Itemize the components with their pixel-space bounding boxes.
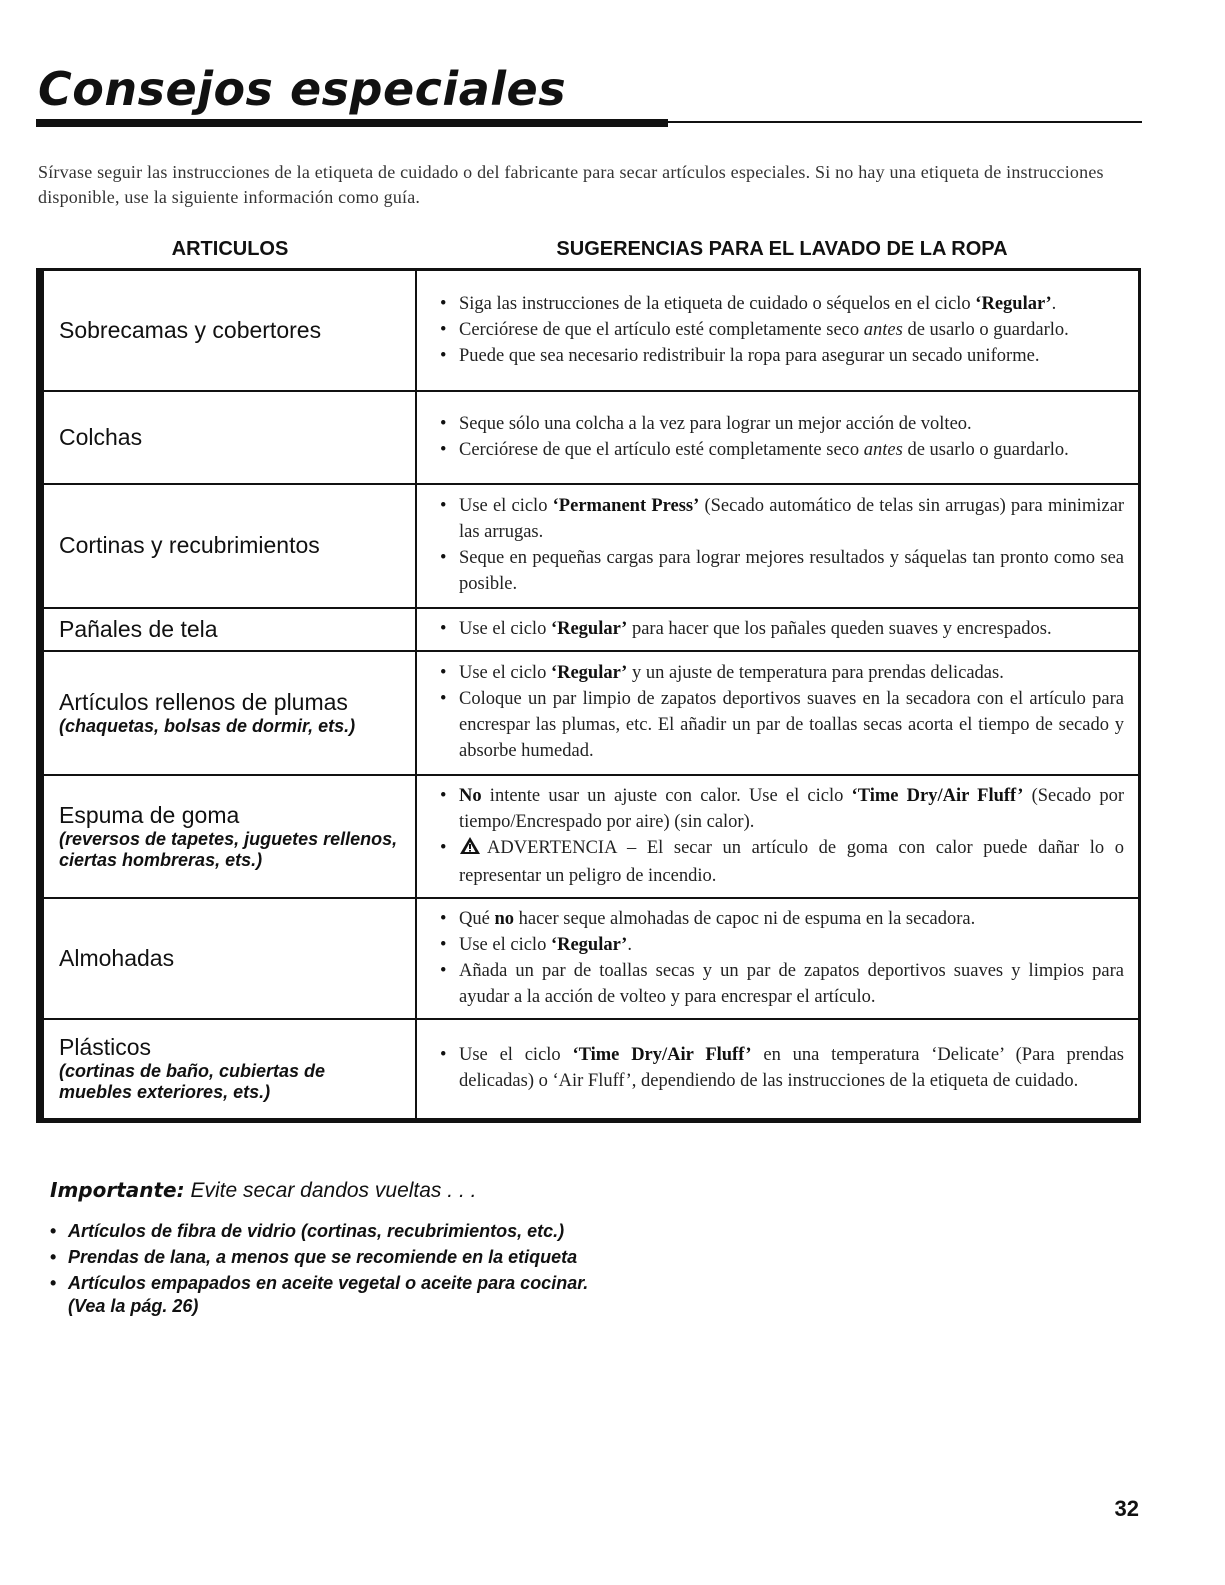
tip-text: . [627,934,632,955]
item-name: Cortinas y recubrimientos [59,532,320,558]
tip-text: Qué [459,908,495,929]
tip-text: de usarlo o guardarlo. [902,439,1069,460]
item-cell [40,651,416,775]
tip-text: en una temperatura ‘Delicate’ (Para prendas delicadas) o ‘Air Fluff’, dependiendo de las instrucciones de la etiqueta de cuidado. [459,1045,1124,1092]
tip-item [439,686,1124,764]
tip-emphasis: ‘Time Dry/Air Fluff’ [572,1045,752,1066]
tip-text: intente usar un ajuste con calor. Use el ciclo [481,785,852,806]
page-reference-note: (Vea la pág. 26) [68,1296,199,1316]
tip-text: Use el ciclo [459,618,551,639]
item-cell [40,270,416,391]
tip-text: Use el ciclo [459,1045,573,1066]
tip-emphasis: ‘Permanent Press’ [552,496,700,516]
item-cell [40,1019,416,1121]
item-subtitle: (cortinas de baño, cubiertas de muebles exteriores, ets.) [59,1061,326,1103]
tips-cell [416,775,1140,898]
tip-italic: antes [863,439,903,460]
table-row [40,270,1140,391]
tips-cell [416,270,1140,391]
column-header-tips: SUGERENCIAS PARA EL LAVADO DE LA ROPA [556,238,1008,260]
tips-list [439,411,1124,463]
item-name: Espuma de goma [59,801,240,828]
tip-text: . [1051,293,1057,314]
tip-emphasis: ‘Time Dry/Air Fluff’ [851,785,1024,806]
intro-paragraph: Sírvase seguir las instrucciones de la etiqueta de cuidado o del fabricante para secar artículos especiales. Si no hay una etiqueta de instrucciones disponible, use la siguiente información como guía. [38,162,1104,207]
item-cell [40,484,416,608]
item-subtitle: (reversos de tapetes, juguetes rellenos, ciertas hombreras, ets.) [59,828,398,870]
tips-cell [416,608,1140,651]
tip-italic: antes [863,319,903,340]
important-heading [50,1178,476,1203]
tip-text: Use el ciclo [459,496,553,516]
avoid-list-item: • Artículos de fibra de vidrio (cortinas, recubrimientos, etc.) [50,1218,588,1244]
tip-text: Seque en pequeñas cargas para lograr mejores resultados y sáquelas tan pronto como sea posible. [459,548,1124,594]
tip-item [439,932,1124,958]
item-cell [40,898,416,1019]
tip-item [439,317,1124,343]
tips-list [439,616,1124,642]
tip-text: (Secado automático de telas sin arrugas) para minimizar las arrugas. [459,496,1124,542]
item-name: Plásticos [59,1034,152,1061]
tip-emphasis: No [459,785,482,806]
tip-item [439,783,1124,835]
tip-item [439,291,1124,317]
avoid-list [50,1218,588,1296]
tips-cell [416,1019,1140,1121]
tips-list [439,291,1124,369]
tips-list [439,906,1124,1010]
tip-text: Use el ciclo [459,934,551,955]
tip-text: para hacer que los pañales queden suaves y encrespados. [627,618,1052,639]
tip-item [439,437,1124,463]
item-name: Artículos rellenos de plumas [59,688,348,715]
tip-item [439,958,1124,1010]
tip-text: Cerciórese de que el artículo esté completamente seco [459,439,864,460]
column-header-items: ARTICULOS [171,238,289,260]
tip-item [439,835,1124,889]
item-cell [40,775,416,898]
tip-text: Cerciórese de que el artículo esté completamente seco [459,319,864,340]
tips-list [439,493,1124,597]
care-table-body [40,270,1140,1121]
tip-item [439,1042,1124,1094]
table-row [40,391,1140,484]
avoid-list-item: • Prendas de lana, a menos que se recomiende en la etiqueta [50,1244,588,1270]
tip-emphasis: ‘Regular’ [550,663,628,683]
warning-triangle-icon [459,836,481,863]
tip-text: y un ajuste de temperatura para prendas delicadas. [627,663,1004,683]
tip-text: Puede que sea necesario redistribuir la ropa para asegurar un secado uniforme. [459,345,1040,366]
item-name: Almohadas [59,944,175,971]
tip-emphasis: ‘Regular’ [975,293,1052,314]
tip-emphasis: ‘Regular’ [550,618,628,639]
page-title: Consejos especiales [38,62,567,116]
tips-cell [416,484,1140,608]
item-subtitle: (chaquetas, bolsas de dormir, ets.) [59,715,356,736]
title-rule-thin [668,121,1142,123]
tip-item [439,906,1124,932]
table-row [40,608,1140,651]
tip-text: (Secado por tiempo/Encrespado por aire) (sin calor). [459,785,1124,832]
tip-text: hacer seque almohadas de capoc ni de espuma en la secadora. [514,908,976,929]
tips-cell [416,651,1140,775]
item-name: Colchas [59,423,143,450]
tips-cell [416,898,1140,1019]
table-row [40,651,1140,775]
table-row [40,775,1140,898]
tip-emphasis: ‘Regular’ [550,934,628,955]
tips-list [439,660,1124,764]
item-name: Sobrecamas y cobertores [59,316,322,343]
tip-item [439,616,1124,642]
item-cell [40,391,416,484]
tip-item [439,545,1124,597]
table-row [40,484,1140,608]
tip-text: Coloque un par limpio de zapatos deportivos suaves en la secadora con el artículo para encrespar las plumas, etc. El añadir un par de toallas secas acorta el tiempo de secado y absorbe humedad. [459,689,1124,761]
tip-text: Seque sólo una colcha a la vez para lograr un mejor acción de volteo. [459,413,972,434]
tip-text: Use el ciclo [459,663,551,683]
table-row [40,898,1140,1019]
important-text: Evite secar dandos vueltas . . . [184,1179,477,1202]
page-number: 32 [1114,1496,1139,1521]
item-name: Pañales de tela [59,615,218,642]
table-row [40,1019,1140,1121]
tip-item [439,411,1124,437]
tip-text: Siga las instrucciones de la etiqueta de cuidado o séquelos en el ciclo [459,293,976,314]
tip-text: ADVERTENCIA – El secar un artículo de goma con calor puede dañar lo o representar un peligro de incendio. [459,837,1124,886]
tip-item [439,343,1124,369]
tip-item [439,660,1124,686]
tip-item [439,493,1124,545]
tip-text: de usarlo o guardarlo. [902,319,1069,340]
avoid-list-item: • Artículos empapados en aceite vegetal o aceite para cocinar. [50,1270,588,1296]
tip-text: Añada un par de toallas secas y un par de zapatos deportivos suaves y limpios para ayudar a la acción de volteo y para encrespar el artículo. [459,960,1124,1007]
important-label: Importante: [50,1178,185,1202]
care-table [36,268,1141,1123]
title-rule [36,119,668,127]
tips-list [439,783,1124,889]
item-cell [40,608,416,651]
tips-list [439,1042,1124,1094]
tips-cell [416,391,1140,484]
tip-emphasis: no [494,908,514,929]
